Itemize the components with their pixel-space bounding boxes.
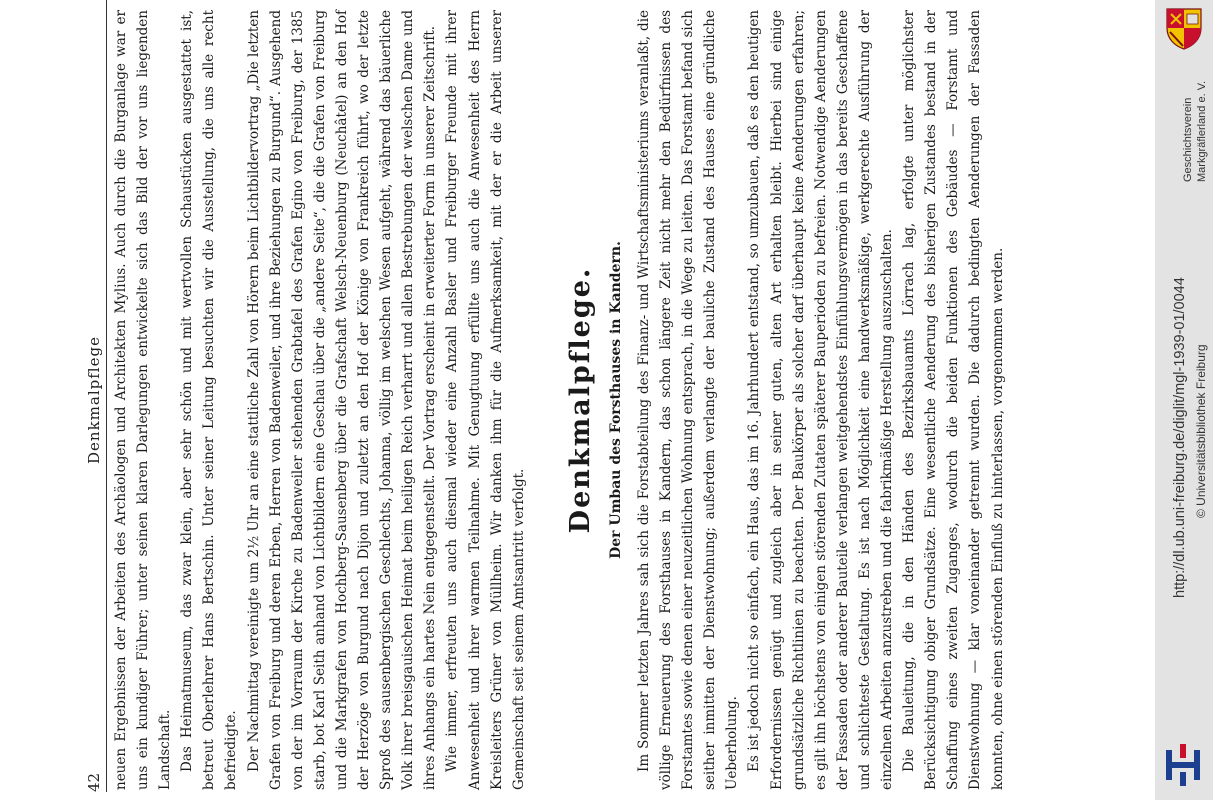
- running-head: Denkmalpflege: [85, 336, 103, 464]
- paragraph: Die Bauleitung, die in den Händen des Bezirksbauamts Lörrach lag, erfolgte unter möglichster Berücksichtigung obiger Grundsätze. Eine wesentliche Aenderung des bisherigen Zustandes bestand in der Schaffung eines zweiten Zuganges, wodurch die beiden Funktionen des Gebäudes — Forstamt und Dienstwohnung — klar voneinander getrennt wurden. Die dadurch bedingten Aenderungen der Fassaden konnten, ohne einen störenden Einfluß zu hinterlassen, vorgenommen werden.: [901, 10, 1006, 790]
- section-title: Denkmalpflege.: [565, 266, 596, 534]
- paragraph: Im Sommer letzten Jahres sah sich die Forstabteilung des Finanz- und Wirtschaftsministeriums veranlaßt, die völlige Erneuerung des Forsthauses in Kandern, das schon längere Zeit nicht mehr den Bedürfnissen des Forstamtes sowie denen einer neuzeitlichen Wohnung entsprach, in die Wege zu leiten. Das Forstamt befand sich seither inmitten der Dienstwohnung; außerdem verlangte der bauliche Zustand des Hauses eine gründliche Ueberholung.: [636, 10, 741, 790]
- paragraph: Der Nachmittag vereinigte um 2½ Uhr an eine stattliche Zahl von Hörern beim Lichtbildervortrag „Die letzten Grafen von Freiburg und deren Erben, Herren von Badenweiler, und ihre Beziehungen zu Burgund“. Ausgehend von der im Vorraum der Kirche zu Badenweiler stehenden Grabtafel des Grafen Egino von Freiburg, der 1385 starb, bot Karl Seith anhand von Lichtbildern eine Geschau über die „andere Seite“, die die Grafen von Freiburg und die Markgrafen von Hochberg-Sausenberg über die Grafschaft Welsch-Neuenburg (Neuchâtel) an den Hof der Herzöge von Burgund nach Dijon und zuletzt an den Hof der Könige von Frankreich führt, wo der letzte Sproß des sausenbergischen Geschlechts, Johanna, völlig im welschen Wesen aufgeht, während das bäuerliche Volk ihrer breisgauischen Heimat beim heiligen Reich verharrt und allen Bestrebungen der welschen Dame und ihres Anhangs ein hartes Nein entgegenstellt. Der Vortrag erscheint in erweiterter Form in unserer Zeitschrift.: [245, 10, 439, 790]
- paragraph: Das Heimatmuseum, das zwar klein, aber sehr schön und mit wertvollen Schaustücken ausgestattet ist, betreut Oberlehrer Hans Bertschin. Unter seiner Leitung besuchten wir die Ausstellung, die uns alle recht befriedigte.: [179, 10, 240, 790]
- page-number: 42: [85, 772, 103, 792]
- permalink-url[interactable]: http://dl.ub.uni-freiburg.de/diglit/mgl-1939-01/0044: [1172, 277, 1188, 598]
- paragraph: Es ist jedoch nicht so einfach, ein Haus, das im 16. Jahrhundert entstand, so umzubauen, daß es den heutigen Erfordernissen genügt und zugleich aber in seiner guten, alten Art erhalten bleibt. Hierbei sind einige grundsätzliche Richtlinien zu beachten. Der Baukörper als solcher darf überhaupt keine Aenderungen erfahren; es gilt ihn höchstens von einigen störenden Zutaten späterer Bauperioden zu befreien. Notwendige Aenderungen der Fassaden oder anderer Bauteile verlangen weitgehendstes Einfühlungsvermögen in das bereits Geschaffene und schlichteste Gestaltung. Es ist nach Möglichkeit eine handwerksmäßige, werkgerechte Ausführung der einzelnen Arbeiten anzustreben und die fabrikmäßige Herstellung auszuschalten.: [746, 10, 896, 790]
- header-rule: [106, 0, 107, 792]
- university-library-logo-icon: [1163, 744, 1203, 786]
- section-subtitle: Der Umbau des Forsthauses in Kandern.: [608, 241, 624, 559]
- paragraph: neuen Ergebnissen der Arbeiten des Archäologen und Architekten Mylius. Auch durch die Burganlage war er uns ein kundiger Führer; unter seinen klaren Darlegungen entwickelte sich das Bild der vor uns liegenden Landschaft.: [113, 10, 174, 790]
- body-text-bottom: [633, 10, 1009, 790]
- society-name-line1: Geschichtsverein: [1182, 97, 1194, 182]
- society-name-line2: Markgräflerland e. V.: [1196, 80, 1208, 182]
- body-text-top: [110, 10, 530, 790]
- copyright-notice: © Universitätsbibliothek Freiburg: [1194, 344, 1208, 518]
- coat-of-arms-icon: [1159, 6, 1209, 50]
- paragraph: Wie immer, erfreuten uns auch diesmal wieder eine Anzahl Basler und Freiburger Freunde mit ihrer Anwesenheit und ihrer warmen Teilnahme. Mit Genugtuung erfüllte uns auch die Anwesenheit des Herrn Kreisleiters Grüner von Müllheim. Wir danken ihm für die Aufmerksamkeit, mit der er die Arbeit unserer Gemeinschaft seit seinem Amtsantritt verfolgt.: [444, 10, 527, 790]
